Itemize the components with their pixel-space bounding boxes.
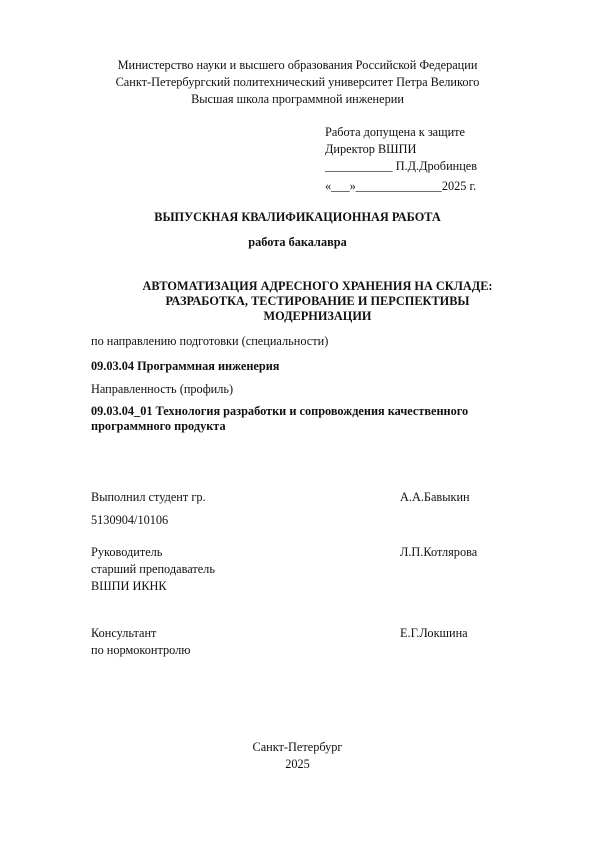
consultant-label: Консультант xyxy=(91,626,157,640)
work-type: ВЫПУСКНАЯ КВАЛИФИКАЦИОННАЯ РАБОТА xyxy=(154,210,441,224)
work-degree: работа бакалавра xyxy=(248,235,347,249)
student-label: Выполнил студент гр. xyxy=(91,490,206,504)
approval-signature-line: ___________ П.Д.Дробинцев xyxy=(325,159,478,173)
profile-value-line-1: 09.03.04_01 Технология разработки и сопровождения качественного xyxy=(91,404,469,418)
consultant-role: по нормоконтролю xyxy=(91,643,191,657)
student-group: 5130904/10106 xyxy=(91,513,169,527)
supervisor-position: старший преподаватель xyxy=(91,562,215,576)
thesis-title xyxy=(60,279,575,324)
ministry-name: Министерство науки и высшего образования Российской Федерации xyxy=(117,58,478,72)
direction-value: 09.03.04 Программная инженерия xyxy=(91,359,280,373)
approval-director: Директор ВШПИ xyxy=(325,142,417,156)
footer-city: Санкт-Петербург xyxy=(252,740,343,754)
thesis-title-line-1: АВТОМАТИЗАЦИЯ АДРЕСНОГО ХРАНЕНИЯ НА СКЛАДЕ: xyxy=(142,279,493,293)
approval-date-line: «___»______________2025 г. xyxy=(325,179,477,193)
student-name: А.А.Бавыкин xyxy=(400,490,470,504)
profile-value xyxy=(91,404,468,434)
approval-admitted: Работа допущена к защите xyxy=(325,125,466,139)
direction-label: по направлению подготовки (специальности) xyxy=(91,334,329,348)
profile-label: Направленность (профиль) xyxy=(91,382,234,396)
school-name: Высшая школа программной инженерии xyxy=(191,92,404,106)
university-name: Санкт-Петербургский политехнический университет Петра Великого xyxy=(115,75,480,89)
footer-year: 2025 xyxy=(285,757,310,771)
supervisor-label: Руководитель xyxy=(91,545,163,559)
consultant-name: Е.Г.Локшина xyxy=(400,626,468,640)
profile-value-line-2: программного продукта xyxy=(91,419,226,433)
supervisor-department: ВШПИ ИКНК xyxy=(91,579,167,593)
thesis-title-line-3: МОДЕРНИЗАЦИИ xyxy=(263,309,372,323)
thesis-title-line-2: РАЗРАБОТКА, ТЕСТИРОВАНИЕ И ПЕРСПЕКТИВЫ xyxy=(165,294,470,308)
supervisor-name: Л.П.Котлярова xyxy=(400,545,478,559)
